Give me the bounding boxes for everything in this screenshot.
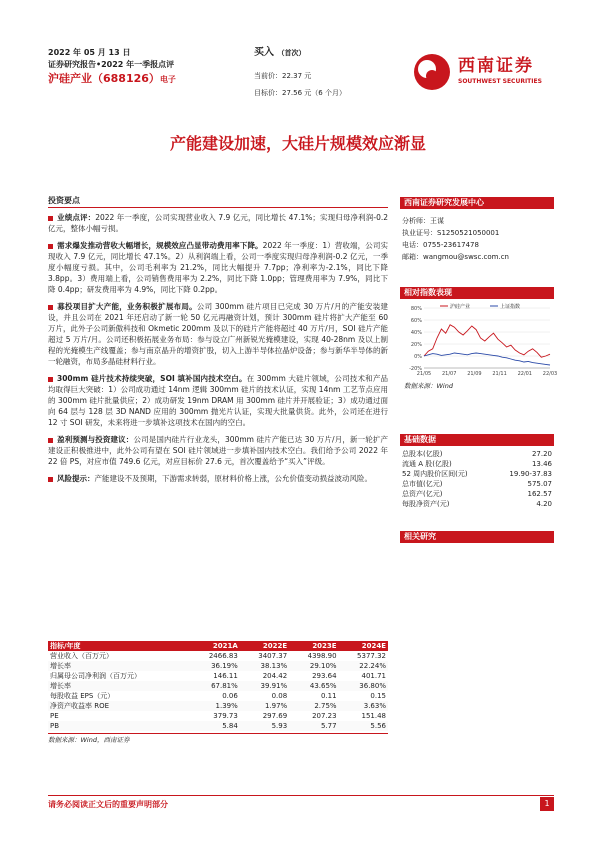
table-cell: 3407.37: [258, 652, 288, 660]
logo-mark-icon: [412, 52, 452, 92]
x-tick-label: 21/11: [492, 371, 507, 377]
table-cell: 4398.90: [307, 652, 337, 660]
page-number: 1: [540, 797, 554, 811]
bullet-2: [48, 240, 388, 295]
brand-cn: 西南证券: [458, 56, 534, 76]
table-cell: 22.24%: [359, 662, 386, 670]
x-tick-label: 21/09: [467, 371, 482, 377]
basic-data-value: 13.46: [531, 460, 552, 468]
brand-en: SOUTHWEST SECURITIES: [458, 78, 542, 85]
rating: [254, 46, 305, 60]
table-cell: 0.06: [222, 692, 238, 700]
basic-data-row: [400, 459, 554, 469]
table-row: [48, 721, 388, 731]
table-header: 2021A: [190, 641, 239, 651]
current-price: 当前价：22.37 元: [254, 72, 312, 80]
y-tick-label: 80%: [410, 306, 422, 312]
table-cell: 146.11: [213, 672, 238, 680]
company-logo: [412, 52, 552, 94]
analyst-section-title: 西南证券研究发展中心: [400, 197, 554, 209]
table-cell: 5377.32: [357, 652, 386, 660]
table-cell: 1.39%: [215, 702, 238, 710]
table-cell: 2.75%: [314, 702, 337, 710]
page-title: 产能建设加速，大硅片规模效应渐显: [169, 134, 426, 153]
x-tick-label: 21/05: [416, 371, 432, 377]
basic-data-row: [400, 449, 554, 459]
basic-data: [400, 449, 554, 509]
bullet-3-text: 公司 300mm 硅片项目已完成 30 万片/月的产能安装建设，并且公司在 2021 年还启动了新一轮 50 亿元再融资计划，预计 300mm 硅片将扩大产能至 60 万片，此外子公司新傲科技和 Okmetic 200mm 及以下的硅片产能将超过 40 万片/月，SOI 硅片产能超过 5 万片/月。公司还积极拓展业务布局：参与设立广州新锐光掩模建设，实现 40-28nm 及以上制程的光掩模生产线覆盖；参与南京晶升的增资扩股，切入上游半导体拉晶炉设备；参与新华半导体的新一轮融资，布局多晶硅材料行业。: [48, 302, 388, 366]
basic-data-label: 总市值(亿元): [402, 480, 443, 488]
basic-data-row: [400, 469, 554, 479]
table-source: 数据来源：Wind，西南证券: [48, 733, 388, 745]
table-cell: 379.73: [213, 712, 238, 720]
bullet-4-heading: 300mm 硅片技术持续突破，SOI 填补国内技术空白。: [57, 374, 247, 383]
x-tick-label: 21/07: [441, 371, 457, 377]
table-cell: 5.84: [222, 722, 238, 730]
y-tick-label: 60%: [410, 318, 422, 324]
bullet-1-text: 2022 年一季度，公司实现营业收入 7.9 亿元，同比增长 47.1%；实现归母净利润-0.2 亿元，整体小幅亏损。: [48, 213, 389, 233]
table-row-label: 净资产收益率 ROE: [50, 702, 110, 710]
company-line: [48, 72, 176, 87]
table-cell: 401.71: [361, 672, 386, 680]
ticker: （688126）: [92, 72, 160, 85]
table-cell: 38.13%: [260, 662, 288, 670]
table-cell: 36.80%: [359, 682, 386, 690]
legend-label: 沪硅产业: [450, 304, 471, 310]
sector: 电子: [159, 75, 176, 84]
basic-data-table: [400, 449, 554, 509]
table-row: [48, 681, 388, 691]
table-header-row: [48, 641, 388, 651]
table-cell: 2466.83: [208, 652, 238, 660]
table-cell: 297.69: [262, 712, 288, 720]
rating-note: （首次）: [277, 49, 306, 57]
bullet-icon: [48, 438, 53, 443]
analyst-email[interactable]: 邮箱：wangmou@swsc.com.cn: [402, 253, 509, 261]
basic-data-value: 27.20: [531, 450, 552, 458]
legend-label: 上证指数: [500, 304, 521, 310]
basic-section-title: 基础数据: [400, 434, 554, 446]
table-header: 2023E: [289, 641, 338, 651]
analyst-cert: 执业证号：S1250521050001: [402, 229, 500, 237]
related-section-title: 相关研究: [400, 531, 554, 543]
bullet-6-text: 产能建设不及预期，下游需求转弱，原材料价格上涨，公允价值变动损益波动风险。: [94, 474, 372, 483]
series-line-1: [424, 353, 550, 365]
chart-section-title: 相对指数表现: [400, 287, 554, 299]
table-header: 指标/年度: [48, 641, 190, 651]
basic-data-value: 19.90-37.83: [509, 470, 552, 478]
table-cell: 207.23: [312, 712, 337, 720]
bullet-icon: [48, 377, 53, 382]
analyst-phone: 电话：0755-23617478: [402, 241, 479, 249]
table-row-label: 营业收入（百万元）: [50, 652, 113, 660]
series-line-0: [424, 325, 550, 357]
table-cell: 29.10%: [309, 662, 337, 670]
table-row-label: PE: [50, 712, 59, 720]
table-cell: 0.11: [320, 692, 337, 700]
table-row: [48, 691, 388, 701]
table-cell: 204.42: [262, 672, 288, 680]
bullet-5-text: 公司是国内硅片行业龙头，300mm 硅片产能已达 30 万片/月，新一轮扩产建设正积极推进中，此外公司有望在 SOI 硅片领域进一步填补国内技术空白。我们给予公司 2022 年 22 倍 PS，对应市值 749.6 亿元，对应目标价 27.6 元，首次覆盖给予“买入”评级。: [48, 435, 388, 466]
footer-disclaimer: 请务必阅读正文后的重要声明部分: [48, 800, 168, 809]
company-name: 沪硅产业: [48, 72, 92, 85]
x-tick-label: 22/03: [542, 371, 558, 377]
bullet-icon: [48, 244, 53, 249]
metrics-table: [48, 641, 388, 731]
basic-data-row: [400, 479, 554, 489]
analyst-name: 分析师：王谋: [402, 217, 444, 225]
bullet-1: [48, 212, 388, 234]
bullet-4: [48, 373, 388, 428]
bullet-6: [48, 473, 388, 484]
bullet-icon: [48, 305, 53, 310]
table-row: [48, 671, 388, 681]
table-cell: 39.91%: [260, 682, 288, 690]
table-cell: 0.08: [271, 692, 288, 700]
bullet-4-text: 在 300mm 大硅片领域，公司技术和产品均取得巨大突破：1）公司成功通过 14nm 逻辑 300mm 硅片的技术认证，实现 14nm 工艺节点应用的 300mm 硅片批量供应；2）成功研发 19nm DRAM 用 300mm 硅片并开展验证；3）成功通过面向 64 层与 128 层 3D NAND 应用的 300mm 抛光片认证，实现大批量供货。此外，公司还在进行 12 寸 SOI 研发，未来将进一步填补这项技术在国内的空白。: [48, 374, 389, 427]
basic-data-value: 162.57: [527, 490, 552, 498]
table-header: 2022E: [240, 641, 289, 651]
y-tick-label: 20%: [410, 342, 422, 348]
table-cell: 36.19%: [211, 662, 238, 670]
x-tick-label: 22/01: [517, 371, 533, 377]
relative-chart-svg: [400, 302, 558, 382]
basic-data-label: 52 周内股价区间(元): [402, 470, 468, 478]
chart-source: 数据来源：Wind: [404, 382, 453, 390]
basic-data-label: 流通 A 股(亿股): [402, 460, 452, 468]
basic-data-row: [400, 489, 554, 499]
table-cell: 5.93: [271, 722, 288, 730]
footer-rule: [48, 795, 554, 796]
basic-data-value: 575.07: [527, 480, 552, 488]
table-cell: 5.77: [320, 722, 337, 730]
y-tick-label: -20%: [409, 366, 422, 372]
bullet-1-heading: 业绩点评：: [57, 213, 96, 222]
bullet-3: [48, 301, 388, 367]
basic-data-row: [400, 499, 554, 509]
table-cell: 3.63%: [363, 702, 386, 710]
table-cell: 43.65%: [309, 682, 337, 690]
bullet-3-heading: 募投项目扩大产能，业务积极扩展布局。: [57, 302, 197, 311]
bullet-icon: [48, 216, 53, 221]
y-tick-label: 40%: [410, 330, 422, 336]
table-header: 2024E: [339, 641, 388, 651]
table-row-label: 每股收益 EPS（元）: [50, 692, 115, 700]
table-cell: 67.81%: [211, 682, 238, 690]
table-row: [48, 701, 388, 711]
table-row: [48, 661, 388, 671]
table-cell: 0.15: [370, 692, 386, 700]
relative-chart: [400, 302, 558, 382]
table-row: [48, 711, 388, 721]
bullet-icon: [48, 477, 53, 482]
rating-label: 买入: [254, 47, 274, 58]
table-cell: 293.64: [312, 672, 337, 680]
table-cell: 5.56: [370, 722, 386, 730]
table-row-label: 归属母公司净利润（百万元）: [50, 672, 141, 680]
table-cell: 1.97%: [264, 702, 288, 710]
basic-data-label: 总资产(亿元): [402, 490, 443, 498]
basic-data-label: 每股净资产(元): [402, 500, 450, 508]
table-row: [48, 651, 388, 661]
bullet-2-text: 2022 年一季度：1）营收端，公司实现收入 7.9 亿元，同比增长 47.1%。2）从利润端上看，公司一季度实现归母净利润-0.2 亿元，一季度小幅度亏损。其中，公司毛利率为 21.2%，同比大幅提升 7.7pp；净利率为-2.1%，同比下降 3.8pp。3）费用端上看，公司销售费用率为 2.2%，同比下降 1.0pp；管理费用率为 7.9%，同比下降 0.4pp；研发费用率为 4.9%，同比下降 0.2pp。: [48, 241, 388, 294]
table-cell: 151.48: [361, 712, 386, 720]
section-title: 投资要点: [48, 194, 388, 208]
investment-points: [48, 212, 388, 484]
y-tick-label: 0%: [414, 354, 422, 360]
report-type: 证券研究报告•2022 年一季报点评: [48, 60, 175, 69]
table-row-label: PB: [50, 722, 60, 730]
right-column: [400, 197, 554, 263]
table-row-label: 增长率: [50, 662, 71, 670]
bullet-2-heading: 需求爆发推动营收大幅增长，规模效应凸显带动费用率下降。: [57, 241, 263, 250]
target-price: 目标价：27.56 元（6 个月）: [254, 89, 346, 97]
bullet-6-heading: 风险提示：: [57, 474, 95, 483]
report-date: 2022 年 05 月 13 日: [48, 48, 131, 57]
basic-data-label: 总股本(亿股): [402, 450, 443, 458]
analyst-info: [400, 209, 554, 263]
metrics-table-wrap: [48, 641, 388, 745]
basic-data-value: 4.20: [536, 500, 552, 508]
table-row-label: 增长率: [50, 682, 71, 690]
bullet-5-heading: 盈利预测与投资建议：: [57, 435, 134, 444]
bullet-5: [48, 434, 388, 467]
